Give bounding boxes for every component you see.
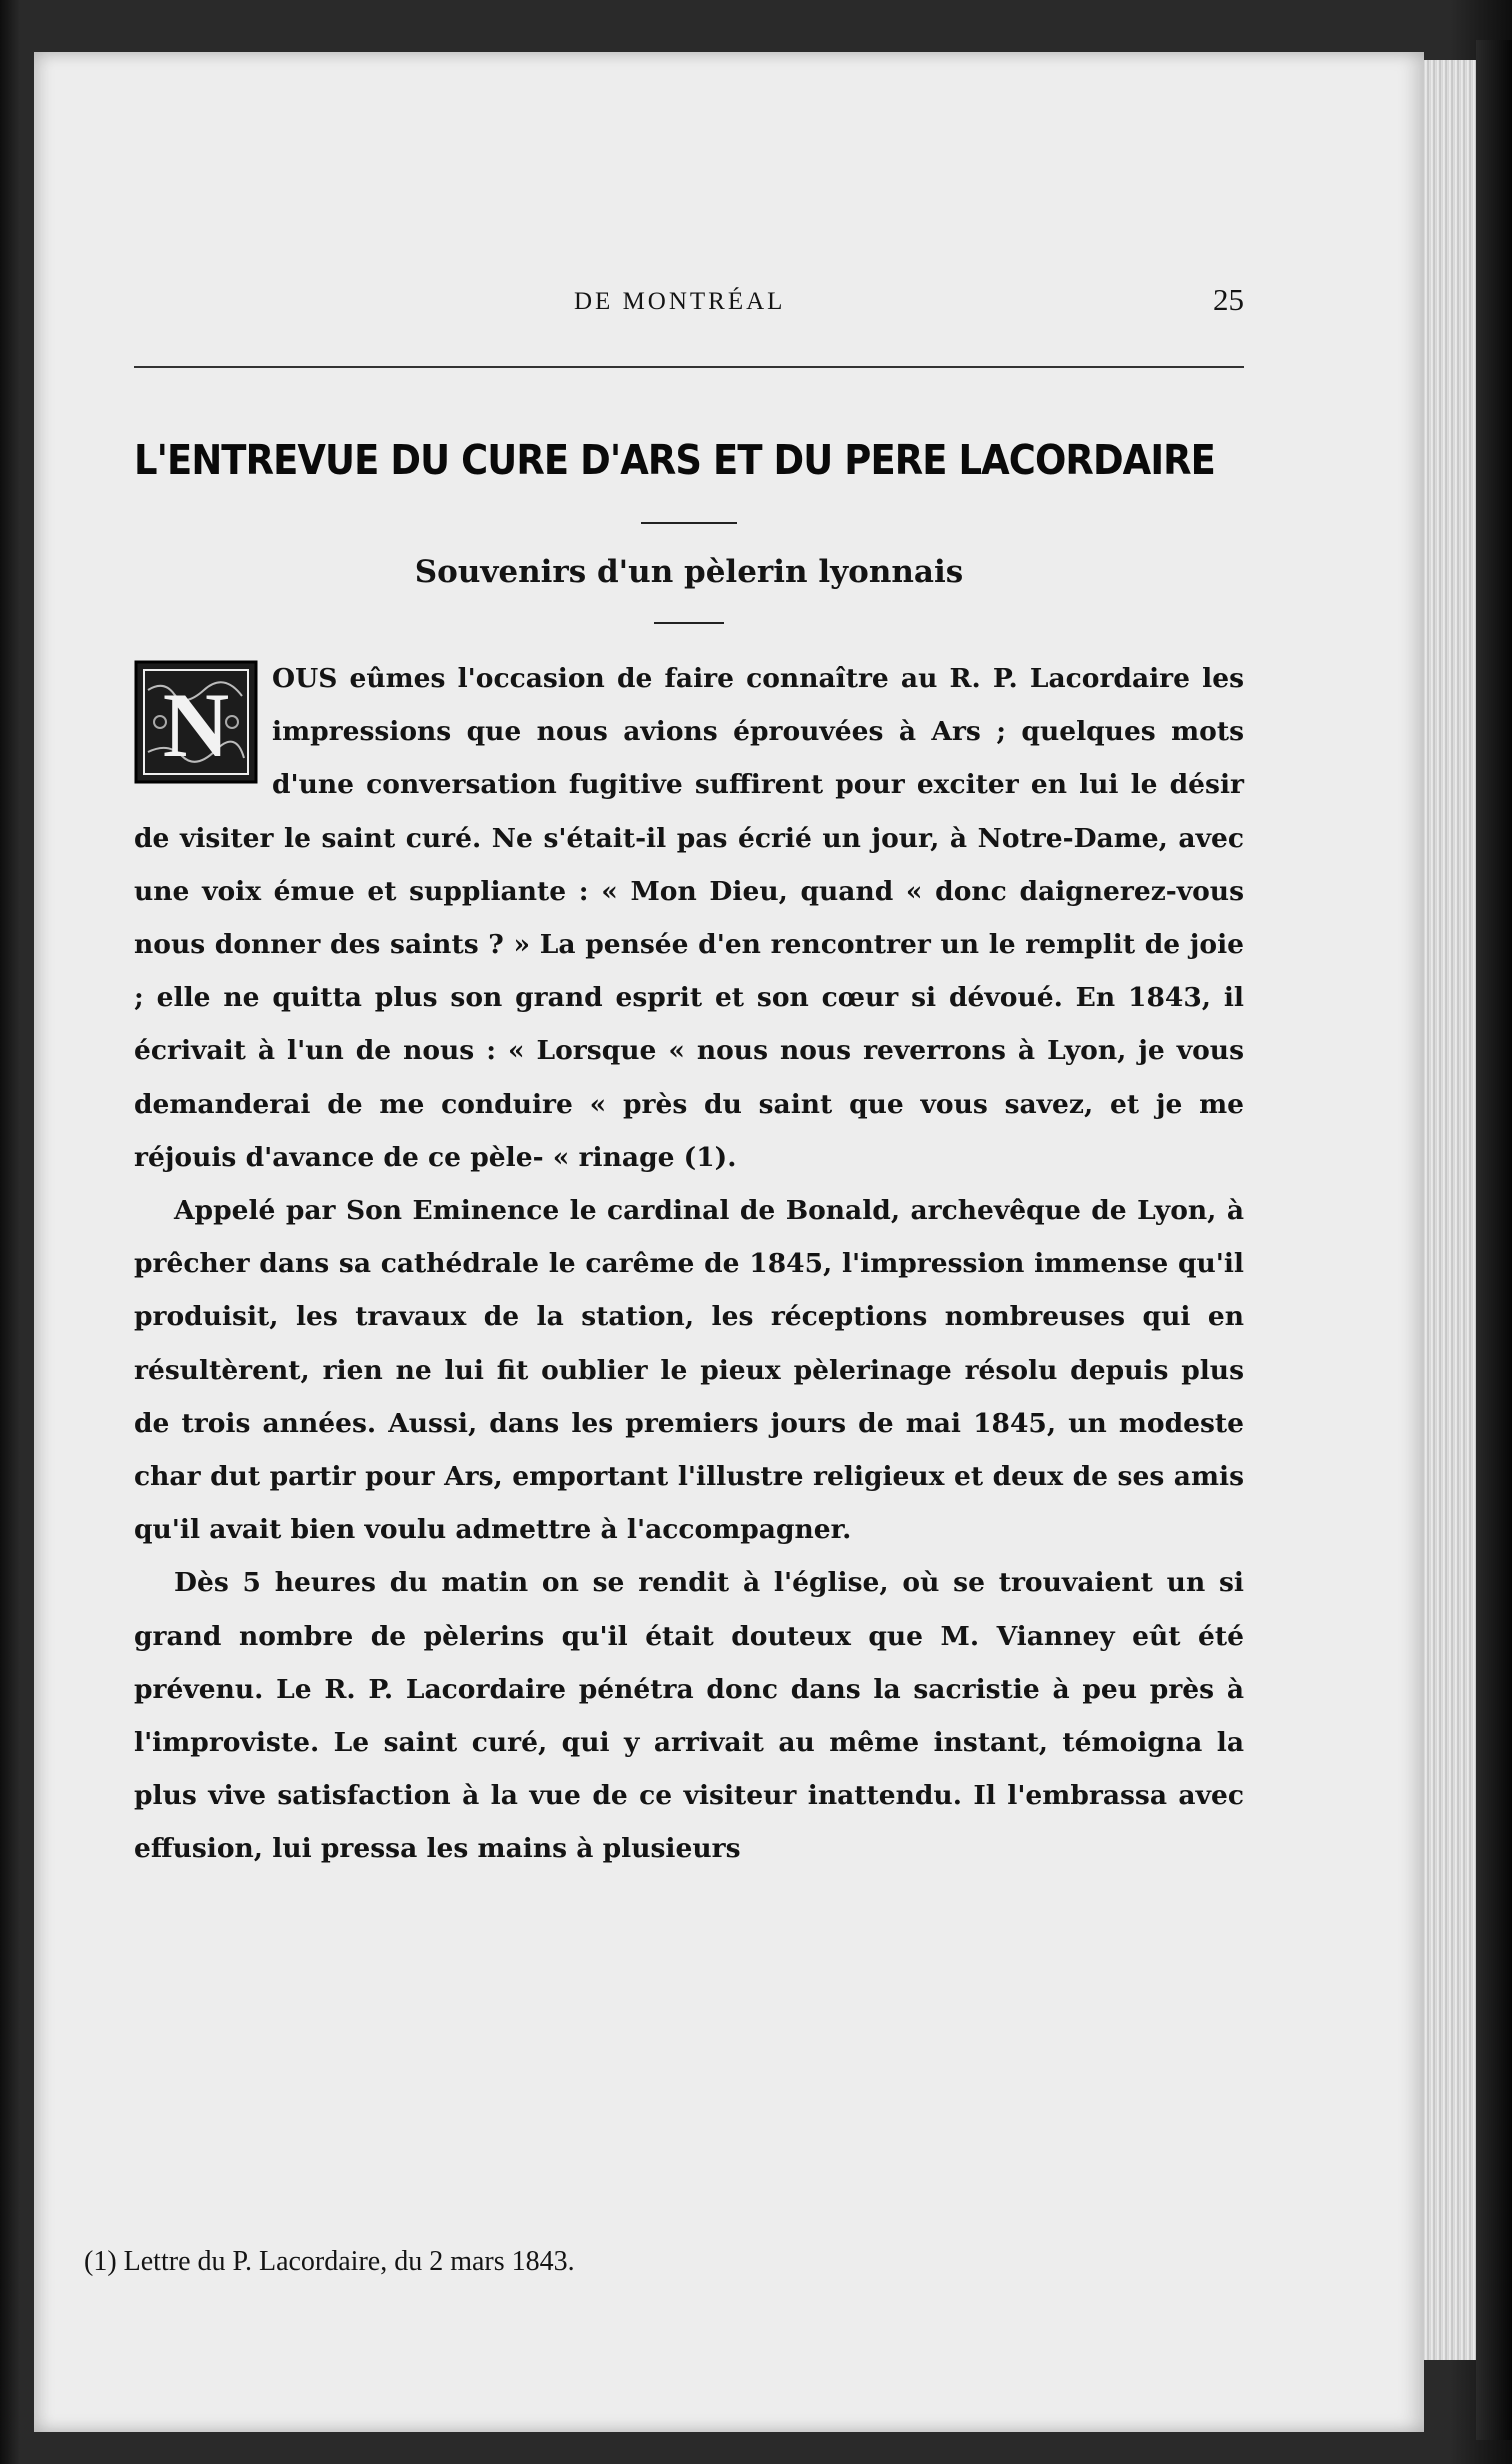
paragraph-1: OUS eûmes l'occasion de faire connaître au R. P. Lacordaire les impressions que nous avions éprouvées à Ars ; quelques mots d'une conversation fugitive suffirent pour exciter en lui le désir de visiter le saint curé. Ne s'était-il pas écrié un jour, à Notre-Dame, avec une voix émue et suppliante : « Mon Dieu, quand « donc daignerez-vous nous donner des saints ? » La pensée d'en rencontrer un le remplit de joie ; elle ne quitta plus son grand esprit et son cœur si dévoué. En 1843, il écrivait à l'un de nous : « Lorsque « nous nous reverrons à Lyon, je vous demanderai de me conduire « près du saint que vous savez, et je me réjouis d'avance de ce pèle- « rinage (1). [134,663,1244,1173]
page-content [134,282,1244,1876]
svg-text:N: N [162,674,230,776]
paragraph-2: Appelé par Son Eminence le cardinal de Bonald, archevêque de Lyon, à prêcher dans sa cathédrale le carême de 1845, l'impression immense qu'il produisit, les travaux de la station, les réceptions nombreuses qui en résultèrent, rien ne lui fit oublier le pieux pèlerinage résolu depuis plus de trois années. Aussi, dans les premiers jours de mai 1845, un modeste char dut partir pour Ars, emportant l'illustre religieux et deux de ses amis qu'il avait bien voulu admettre à l'accompagner. [134,1195,1244,1546]
article-body [134,652,1244,1876]
header-rule [134,366,1244,368]
footnote [84,2246,575,2278]
running-head-title: DE MONTRÉAL [574,288,786,315]
page-number: 25 [1213,282,1244,317]
article-headline: L'ENTREVUE DU CURE D'ARS ET DU PERE LACORDAIRE [134,436,1215,484]
page-edges [1424,60,1476,2360]
title-divider [641,522,737,524]
ornamental-drop-cap [134,660,258,784]
article-subtitle: Souvenirs d'un pèlerin lyonnais [414,554,964,590]
paragraph-3: Dès 5 heures du matin on se rendit à l'église, où se trouvaient un si grand nombre de pèlerins qu'il était douteux que M. Vianney eût été prévenu. Le R. P. Lacordaire pénétra donc dans la sacristie à peu près à l'improviste. Le saint curé, qui y arrivait au même instant, témoigna la plus vive satisfaction à la vue de ce visiteur inattendu. Il l'embrassa avec effusion, lui pressa les mains à plusieurs [134,1567,1244,1865]
subtitle-divider [654,622,724,624]
running-head [134,282,1244,326]
book-shadow [1476,40,1512,2440]
footnote-text: (1) Lettre du P. Lacordaire, du 2 mars 1843. [84,2246,575,2277]
book-page [34,52,1424,2432]
